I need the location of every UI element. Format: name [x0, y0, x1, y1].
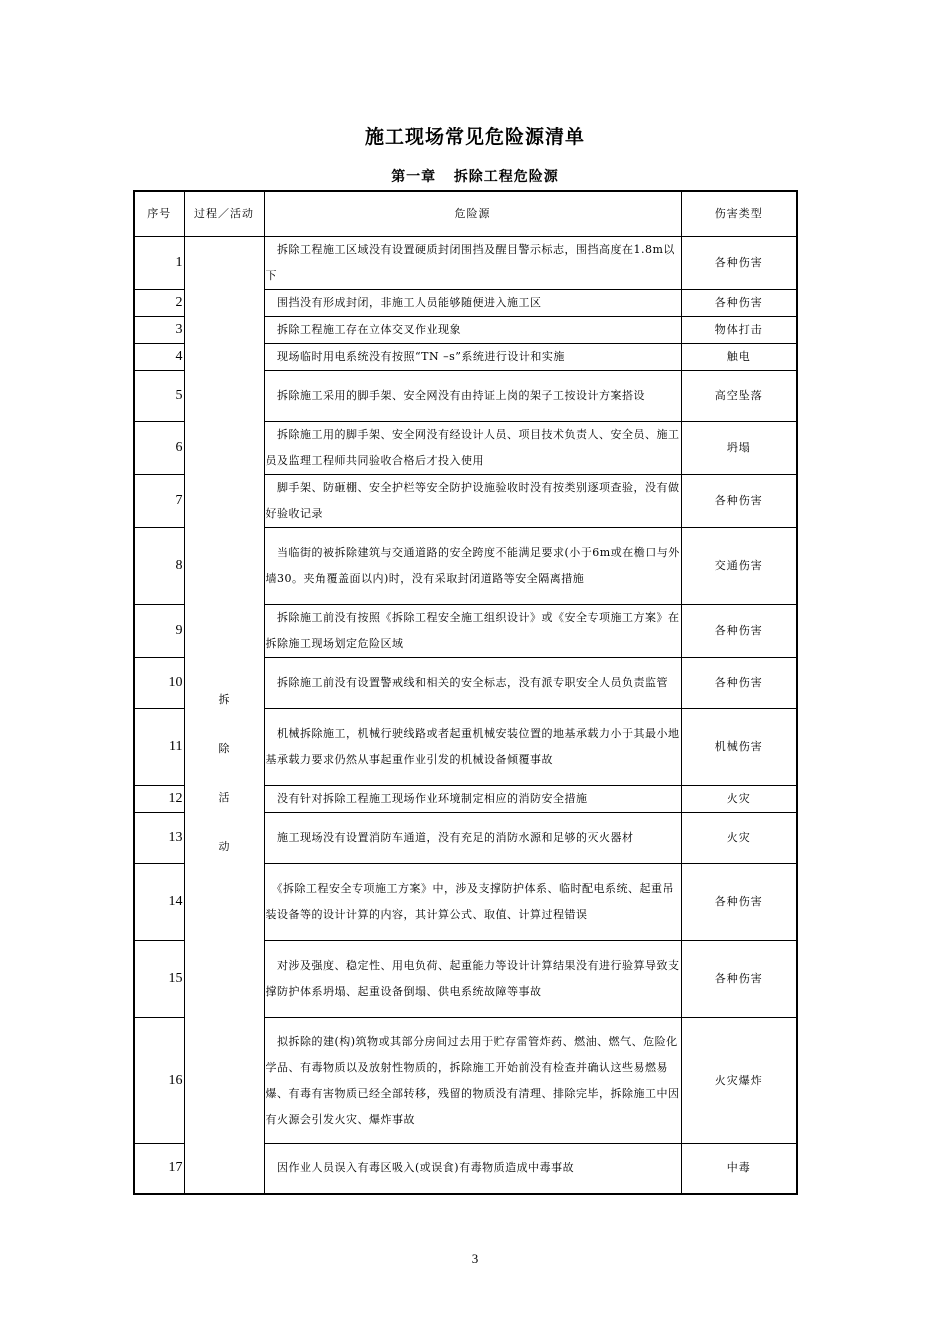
header-process: 过程／活动 [184, 191, 264, 237]
row-number: 4 [134, 344, 184, 371]
chapter-title: 拆除工程危险源 [453, 169, 559, 185]
row-number: 6 [134, 422, 184, 475]
hazard-cell: 施工现场没有设置消防车通道，没有充足的消防水源和足够的灭火器材 [264, 813, 681, 864]
injury-cell: 高空坠落 [681, 371, 797, 422]
hazard-cell: 围挡没有形成封闭，非施工人员能够随便进入施工区 [264, 290, 681, 317]
row-number: 8 [134, 528, 184, 605]
process-char: 活 [218, 790, 230, 804]
injury-cell: 中毒 [681, 1144, 797, 1194]
injury-cell: 火灾 [681, 786, 797, 813]
process-char: 除 [218, 741, 230, 755]
table-header-row [134, 191, 797, 237]
row-number: 2 [134, 290, 184, 317]
injury-cell: 各种伤害 [681, 237, 797, 290]
hazard-cell: 拆除工程施工区域没有设置硬质封闭围挡及醒目警示标志，围挡高度在1.8m以下 [264, 237, 681, 290]
injury-cell: 各种伤害 [681, 658, 797, 709]
page-number: 3 [471, 1251, 479, 1266]
header-no: 序号 [134, 191, 184, 237]
row-number: 1 [134, 237, 184, 290]
table-row [134, 237, 797, 290]
document-title: 施工现场常见危险源清单 [364, 126, 585, 148]
hazard-cell: 拆除施工用的脚手架、安全网没有经设计人员、项目技术负责人、安全员、施工员及监理工程师共同验收合格后才投入使用 [264, 422, 681, 475]
hazard-cell: 机械拆除施工，机械行驶线路或者起重机械安装位置的地基承载力小于其最小地基承载力要求仍然从事起重作业引发的机械设备倾覆事故 [264, 709, 681, 786]
injury-cell: 触电 [681, 344, 797, 371]
hazard-cell: 现场临时用电系统没有按照“TN –s”系统进行设计和实施 [264, 344, 681, 371]
row-number: 13 [134, 813, 184, 864]
row-number: 14 [134, 864, 184, 941]
injury-cell: 坍塌 [681, 422, 797, 475]
injury-cell: 各种伤害 [681, 475, 797, 528]
hazard-cell: 拆除施工前没有按照《拆除工程安全施工组织设计》或《安全专项施工方案》在拆除施工现场划定危险区域 [264, 605, 681, 658]
process-cell [184, 237, 264, 1194]
row-number: 10 [134, 658, 184, 709]
hazard-cell: 拟拆除的建(构)筑物或其部分房间过去用于贮存雷管炸药、燃油、燃气、危险化学品、有毒物质以及放射性物质的，拆除施工开始前没有检查并确认这些易燃易爆、有毒有害物质已经全部转移，残留的物质没有清理、排除完毕，拆除施工中因有火源会引发火灾、爆炸事故 [264, 1018, 681, 1144]
process-char: 动 [218, 839, 230, 853]
chapter-number: 第一章 [391, 169, 437, 185]
row-number: 5 [134, 371, 184, 422]
hazard-cell: 《拆除工程安全专项施工方案》中，涉及支撑防护体系、临时配电系统、起重吊装设备等的设计计算的内容，其计算公式、取值、计算过程错误 [264, 864, 681, 941]
hazard-cell: 因作业人员误入有毒区吸入(或误食)有毒物质造成中毒事故 [264, 1144, 681, 1194]
injury-cell: 机械伤害 [681, 709, 797, 786]
hazard-cell: 拆除施工前没有设置警戒线和相关的安全标志，没有派专职安全人员负责监管 [264, 658, 681, 709]
hazard-cell: 对涉及强度、稳定性、用电负荷、起重能力等设计计算结果没有进行验算导致支撑防护体系坍塌、起重设备倒塌、供电系统故障等事故 [264, 941, 681, 1018]
injury-cell: 火灾爆炸 [681, 1018, 797, 1144]
row-number: 7 [134, 475, 184, 528]
injury-cell: 各种伤害 [681, 864, 797, 941]
chapter-heading [0, 166, 950, 186]
header-hazard: 危险源 [264, 191, 681, 237]
hazard-cell: 当临街的被拆除建筑与交通道路的安全跨度不能满足要求(小于6m或在檐口与外墙30。夹角覆盖面以内)时，没有采取封闭道路等安全隔离措施 [264, 528, 681, 605]
process-char: 拆 [218, 692, 230, 706]
header-injury: 伤害类型 [681, 191, 797, 237]
row-number: 16 [134, 1018, 184, 1144]
injury-cell: 火灾 [681, 813, 797, 864]
injury-cell: 各种伤害 [681, 941, 797, 1018]
hazard-cell: 拆除工程施工存在立体交叉作业现象 [264, 317, 681, 344]
hazard-cell: 脚手架、防砸棚、安全护栏等安全防护设施验收时没有按类别逐项查验，没有做好验收记录 [264, 475, 681, 528]
row-number: 12 [134, 786, 184, 813]
hazard-cell: 没有针对拆除工程施工现场作业环境制定相应的消防安全措施 [264, 786, 681, 813]
row-number: 11 [134, 709, 184, 786]
injury-cell: 物体打击 [681, 317, 797, 344]
injury-cell: 各种伤害 [681, 605, 797, 658]
row-number: 15 [134, 941, 184, 1018]
hazard-cell: 拆除施工采用的脚手架、安全网没有由持证上岗的架子工按设计方案搭设 [264, 371, 681, 422]
injury-cell: 交通伤害 [681, 528, 797, 605]
hazard-table [133, 190, 798, 1195]
row-number: 3 [134, 317, 184, 344]
row-number: 9 [134, 605, 184, 658]
injury-cell: 各种伤害 [681, 290, 797, 317]
row-number: 17 [134, 1144, 184, 1194]
